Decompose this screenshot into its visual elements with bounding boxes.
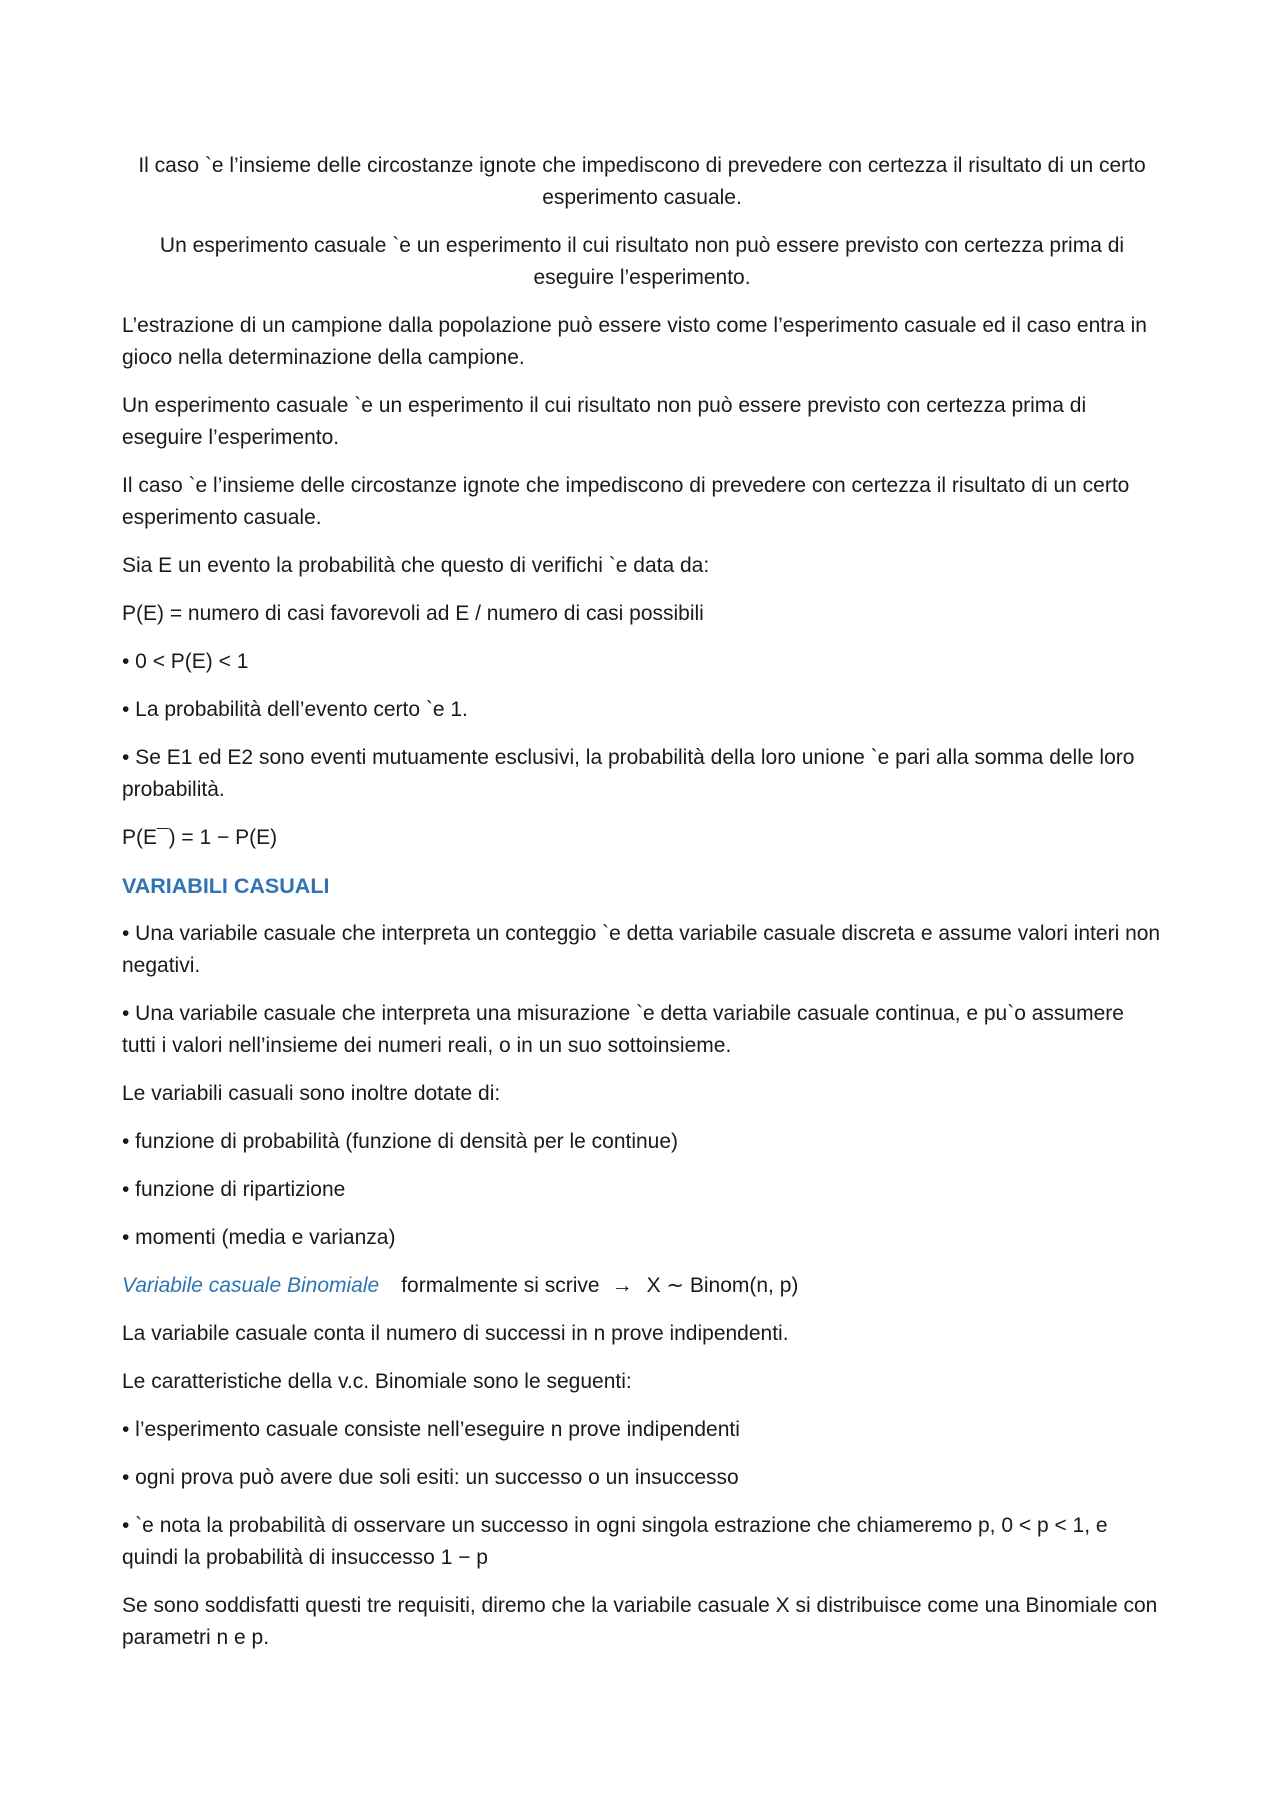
paragraph-binomial-characteristics: Le caratteristiche della v.c. Binomiale sono le seguenti: bbox=[122, 1370, 632, 1393]
bullet-certain-event: • La probabilità dell’evento certo `e 1. bbox=[122, 698, 468, 721]
section-heading-variabili-casuali: VARIABILI CASUALI bbox=[122, 874, 330, 898]
bullet-continuous: • Una variabile casuale che interpreta una misurazione `e detta variabile casuale continua, e pu`o assumere tutti i valori nell’insieme dei numeri reali, o in un suo sottoinsieme. bbox=[122, 1002, 1124, 1057]
formula-probability: P(E) = numero di casi favorevoli ad E / numero di casi possibili bbox=[122, 602, 704, 625]
bullet-distribution-function: • funzione di ripartizione bbox=[122, 1178, 346, 1201]
bullet-moments: • momenti (media e varianza) bbox=[122, 1226, 396, 1249]
paragraph-esperimento-repeat: Un esperimento casuale `e un esperimento il cui risultato non può essere previsto con certezza prima di eseguire l’esperimento. bbox=[122, 394, 1087, 449]
bullet-two-outcomes: • ogni prova può avere due soli esiti: un successo o un insuccesso bbox=[122, 1466, 739, 1489]
paragraph-binomial-conclusion: Se sono soddisfatti questi tre requisiti, diremo che la variabile casuale X si distribuisce come una Binomiale con parametri n e p. bbox=[122, 1594, 1158, 1649]
binomial-line bbox=[122, 1270, 1162, 1302]
bullet-mutually-exclusive: • Se E1 ed E2 sono eventi mutuamente esclusivi, la probabilità della loro unione `e pari alla somma delle loro probabilità. bbox=[122, 746, 1135, 801]
bullet-probability-function: • funzione di probabilità (funzione di densità per le continue) bbox=[122, 1130, 679, 1153]
bullet-range: • 0 < P(E) < 1 bbox=[122, 650, 249, 673]
binomial-notation: X ∼ Binom(n, p) bbox=[646, 1274, 799, 1297]
arrow-right-icon: → bbox=[611, 1274, 633, 1297]
formula-complement: P(E¯) = 1 − P(E) bbox=[122, 826, 278, 849]
bullet-discrete: • Una variabile casuale che interpreta un conteggio `e detta variabile casuale discreta e assume valori interi non negativi. bbox=[122, 922, 1161, 977]
paragraph-caso-definition: Il caso `e l’insieme delle circostanze ignote che impediscono di prevedere con certezza il risultato di un certo esperimento casuale. bbox=[138, 154, 1146, 209]
paragraph-properties-intro: Le variabili casuali sono inoltre dotate di: bbox=[122, 1082, 501, 1105]
binomial-formal-label: formalmente si scrive bbox=[401, 1274, 600, 1297]
bullet-success-probability: • `e nota la probabilità di osservare un successo in ogni singola estrazione che chiameremo p, 0 < p < 1, e quindi la probabilità di insuccesso 1 − p bbox=[122, 1514, 1108, 1569]
bullet-independent-trials: • l’esperimento casuale consiste nell’eseguire n prove indipendenti bbox=[122, 1418, 740, 1441]
paragraph-caso-repeat: Il caso `e l’insieme delle circostanze ignote che impediscono di prevedere con certezza il risultato di un certo esperimento casuale. bbox=[122, 474, 1130, 529]
paragraph-estrazione: L’estrazione di un campione dalla popolazione può essere visto come l’esperimento casuale ed il caso entra in gioco nella determinazione della campione. bbox=[122, 314, 1147, 369]
binomial-title: Variabile casuale Binomiale bbox=[122, 1274, 380, 1297]
paragraph-esperimento-definition: Un esperimento casuale `e un esperimento il cui risultato non può essere previsto con certezza prima di eseguire l’esperimento. bbox=[159, 234, 1125, 289]
document-body bbox=[122, 150, 1162, 1670]
paragraph-probability-intro: Sia E un evento la probabilità che questo di verifichi `e data da: bbox=[122, 554, 710, 577]
paragraph-binomial-counts: La variabile casuale conta il numero di successi in n prove indipendenti. bbox=[122, 1322, 789, 1345]
